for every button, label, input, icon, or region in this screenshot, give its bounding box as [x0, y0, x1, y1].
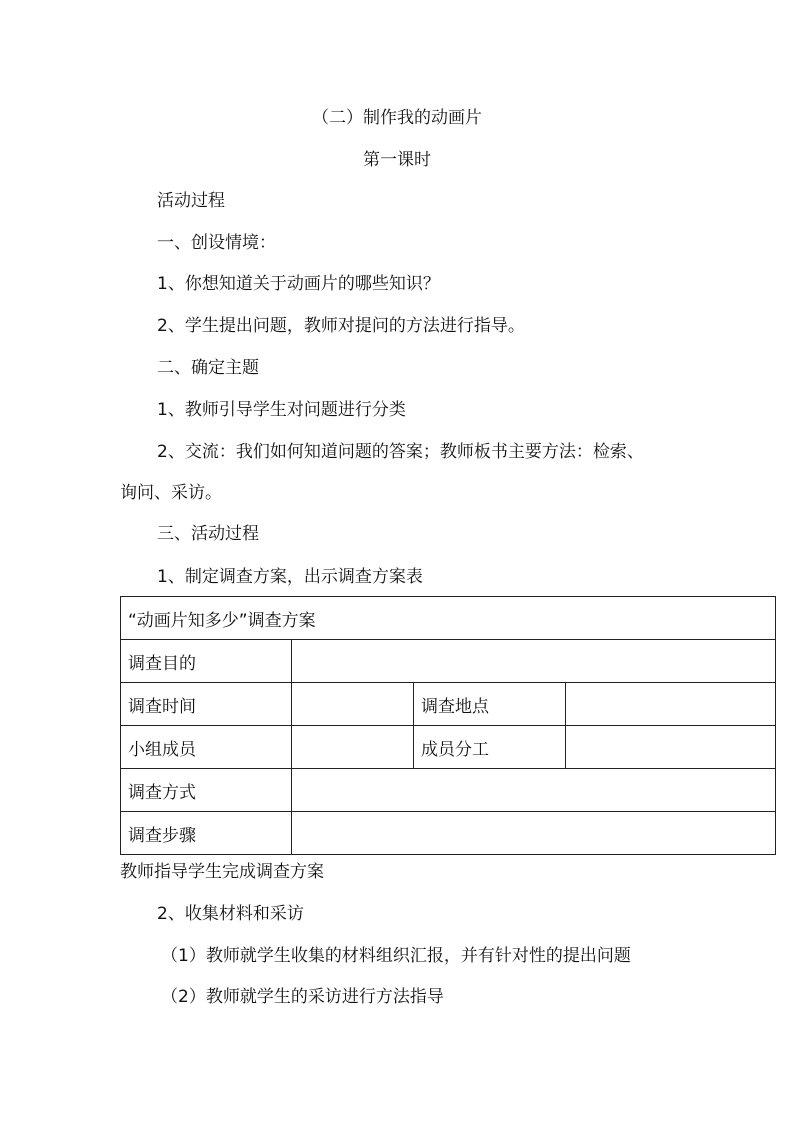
table-row: [121, 812, 776, 855]
lesson-subheading: 第一课时: [363, 150, 431, 170]
paragraph-line: 1、你想知道关于动画片的哪些知识？: [157, 274, 440, 294]
table-empty-cell: [566, 726, 776, 769]
paragraph-line: （2）教师就学生的采访进行方法指导: [161, 987, 444, 1007]
paragraph-line: 一、创设情境：: [157, 233, 276, 253]
section-heading: （二）制作我的动画片: [312, 108, 482, 128]
table-empty-cell: [292, 726, 414, 769]
table-label-cell: 调查时间: [121, 683, 292, 726]
table-empty-cell: [566, 683, 776, 726]
survey-plan-table: [120, 596, 776, 855]
paragraph-line: 二、确定主题: [157, 358, 259, 378]
table-label-cell: 调查地点: [414, 683, 566, 726]
table-row: [121, 683, 776, 726]
table-row: [121, 726, 776, 769]
paragraph-line: 三、活动过程: [157, 524, 259, 544]
table-label-cell: 调查步骤: [121, 812, 292, 855]
table-label-cell: 调查方式: [121, 769, 292, 812]
paragraph-line: 2、收集材料和采访: [157, 904, 304, 924]
table-empty-cell: [292, 683, 414, 726]
paragraph-line: 活动过程: [157, 191, 225, 211]
table-title-cell: “动画片知多少”调查方案: [121, 597, 776, 640]
paragraph-line: 2、交流：我们如何知道问题的答案；教师板书主要方法：检索、: [157, 442, 644, 462]
table-empty-cell: [292, 812, 776, 855]
paragraph-line: 教师指导学生完成调查方案: [120, 862, 324, 882]
table-label-cell: 成员分工: [414, 726, 566, 769]
table-label-cell: 小组成员: [121, 726, 292, 769]
table-empty-cell: [292, 769, 776, 812]
paragraph-line: 1、制定调查方案，出示调查方案表: [157, 567, 423, 587]
table-row: [121, 597, 776, 640]
paragraph-line: （1）教师就学生收集的材料组织汇报，并有针对性的提出问题: [161, 946, 631, 966]
paragraph-line: 2、学生提出问题，教师对提问的方法进行指导。: [157, 316, 525, 336]
table-label-cell: 调查目的: [121, 640, 292, 683]
table-row: [121, 640, 776, 683]
paragraph-line: 询问、采访。: [120, 483, 222, 503]
table-row: [121, 769, 776, 812]
paragraph-line: 1、教师引导学生对问题进行分类: [157, 400, 406, 420]
table-empty-cell: [292, 640, 776, 683]
